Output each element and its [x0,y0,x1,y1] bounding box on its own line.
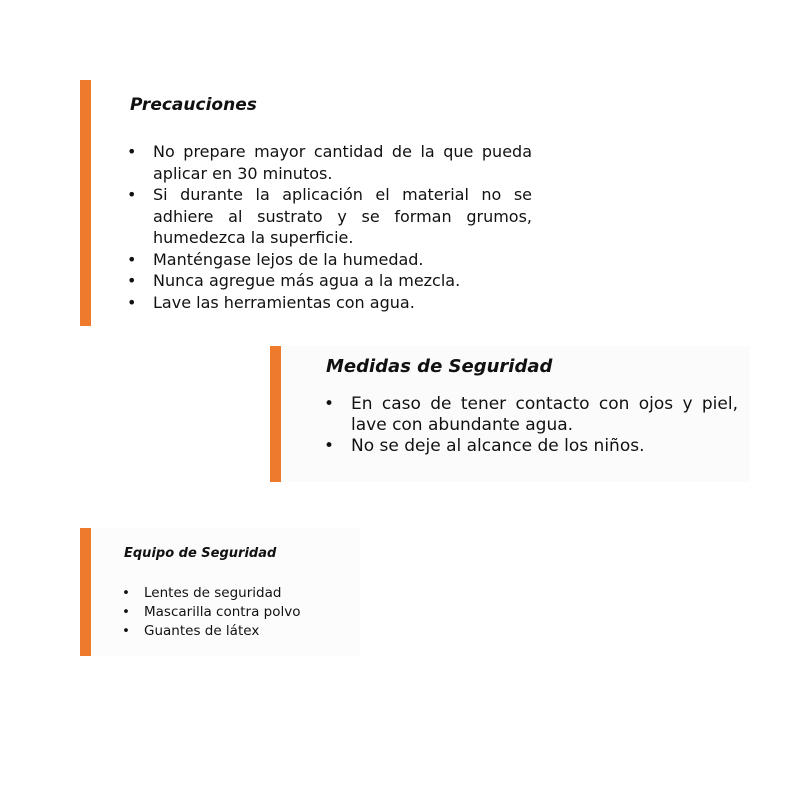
bullet-icon: • [127,249,137,269]
list-item [127,141,532,184]
list-item [127,184,532,249]
list-item [122,622,352,641]
bullet-icon: • [324,394,335,414]
precauciones-section [80,80,550,326]
list-item [127,270,532,292]
list-item-text: No prepare mayor cantidad de la que pueda aplicar en 30 minutos. [153,142,532,183]
list-item-text: Lave las herramientas con agua. [153,292,415,312]
list-item-text: Guantes de látex [144,623,260,639]
equipo-seguridad-section [80,528,360,656]
list-item [324,436,738,457]
bullet-icon: • [324,436,335,456]
medidas-list [324,394,738,457]
list-item-text: Lentes de seguridad [144,585,282,601]
list-item [122,603,352,622]
section-title: Medidas de Seguridad [326,356,553,377]
medidas-seguridad-section [270,346,750,482]
list-item-text: En caso de tener contacto con ojos y piel, lave con abundante agua. [351,394,738,435]
list-item [127,292,532,314]
list-item-text: Nunca agregue más agua a la mezcla. [153,271,461,290]
list-item-text: No se deje al alcance de los niños. [351,436,645,456]
list-item [324,394,738,436]
bullet-icon: • [127,185,137,204]
bullet-icon: • [122,604,130,620]
section-title: Precauciones [130,95,257,115]
precauciones-list [127,141,532,313]
bullet-icon: • [122,623,130,639]
bullet-icon: • [127,271,137,290]
accent-bar [80,528,91,656]
list-item [127,249,532,271]
list-item-text: Mascarilla contra polvo [144,604,301,620]
equipo-list [122,584,352,641]
bullet-icon: • [127,292,137,312]
section-title: Equipo de Seguridad [124,546,277,561]
bullet-icon: • [122,585,130,601]
bullet-icon: • [127,142,137,161]
list-item-text: Manténgase lejos de la humedad. [153,249,424,269]
accent-bar [270,346,281,482]
accent-bar [80,80,91,326]
list-item-text: Si durante la aplicación el material no se adhiere al sustrato y se forman grumos, humedezca la superficie. [153,185,532,247]
list-item [122,584,352,603]
